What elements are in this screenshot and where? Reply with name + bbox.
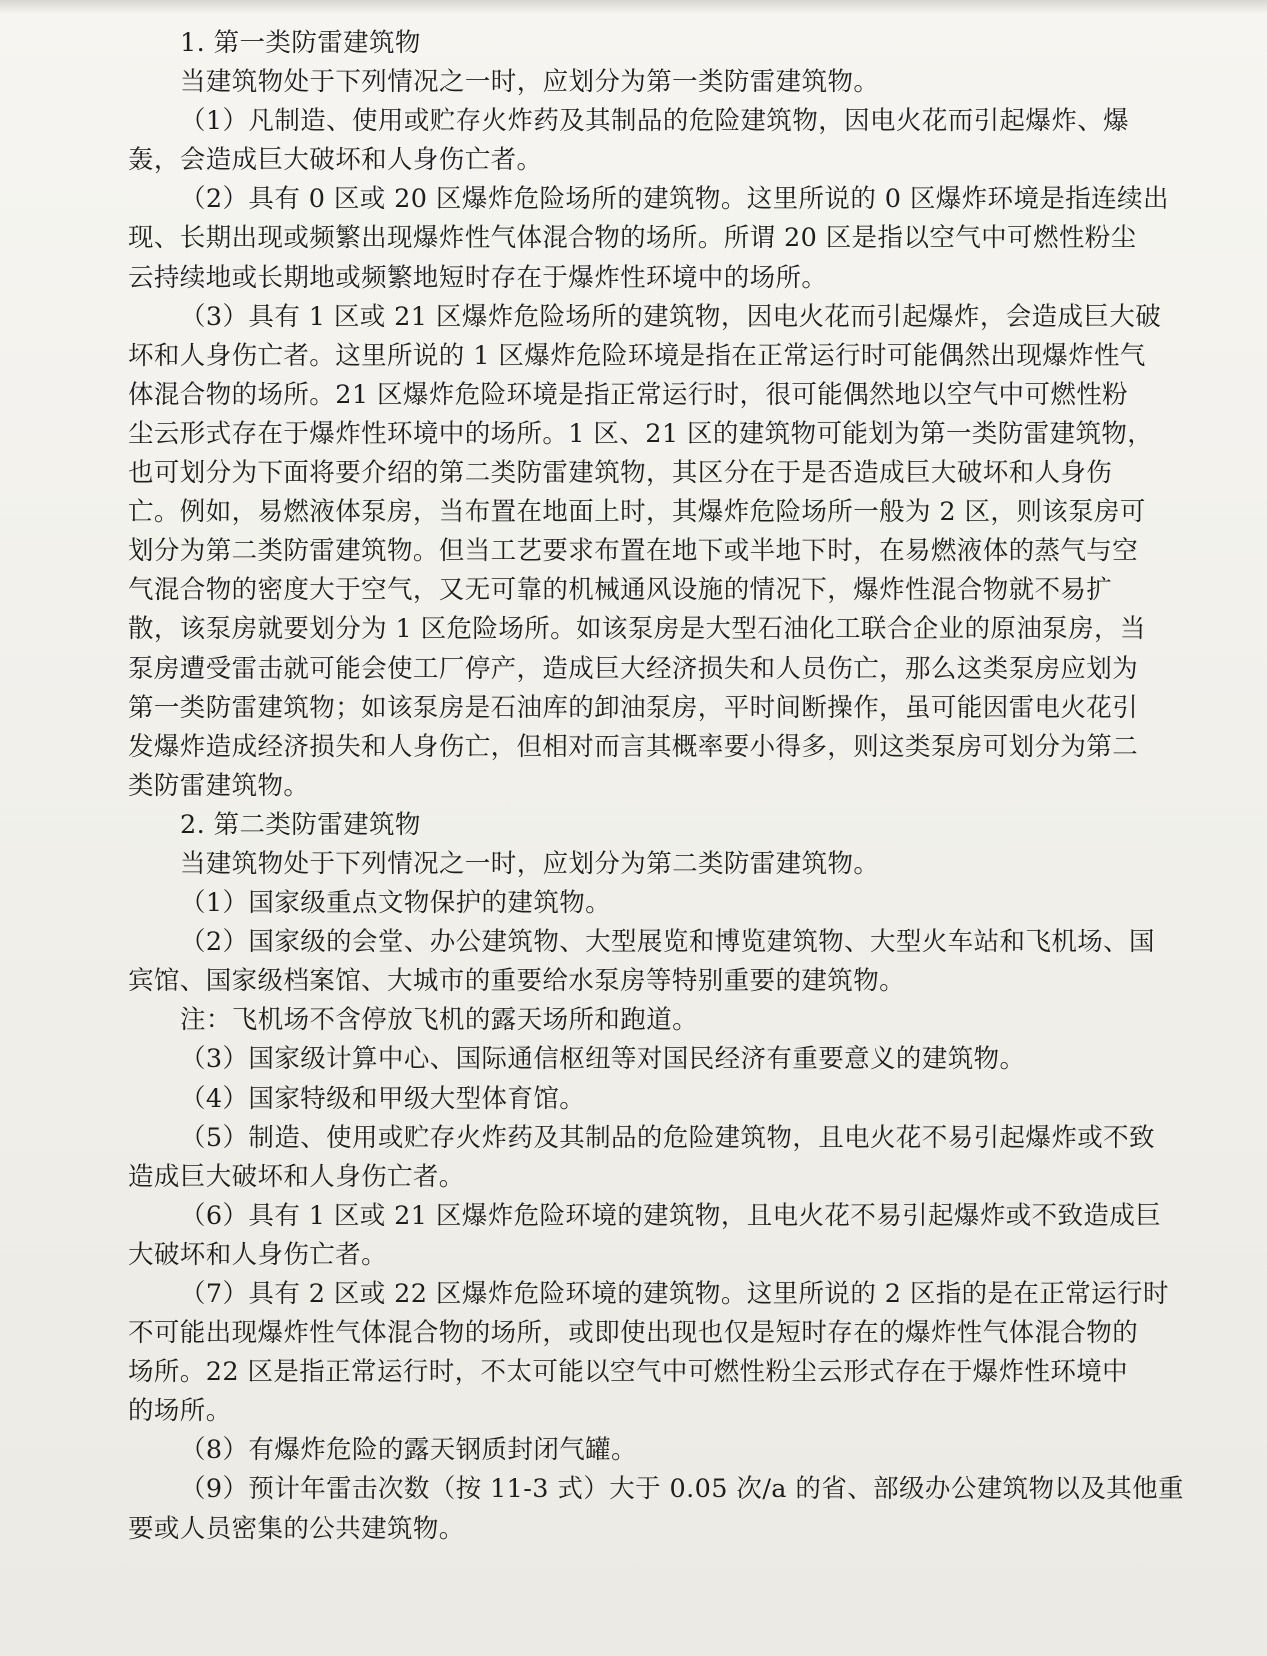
text-line: 坏和人身伤亡者。这里所说的 1 区爆炸危险环境是指在正常运行时可能偶然出现爆炸性气 [128,340,1146,371]
text-line: （4）国家特级和甲级大型体育馆。 [180,1083,586,1114]
text-line: 宾馆、国家级档案馆、大城市的重要给水泵房等特别重要的建筑物。 [128,966,906,997]
text-line: （2）具有 0 区或 20 区爆炸危险场所的建筑物。这里所说的 0 区爆炸环境是指连续出 [180,184,1169,215]
text-line: 要或人员密集的公共建筑物。 [128,1513,465,1544]
text-line: 泵房遭受雷击就可能会使工厂停产，造成巨大经济损失和人员伤亡，那么这类泵房应划为 [128,653,1139,684]
text-line: 当建筑物处于下列情况之一时，应划分为第二类防雷建筑物。 [180,848,880,879]
text-line: （5）制造、使用或贮存火炸药及其制品的危险建筑物，且电火花不易引起爆炸或不致 [180,1122,1155,1153]
text-line: 发爆炸造成经济损失和人身伤亡，但相对而言其概率要小得多，则这类泵房可划分为第二 [128,731,1139,762]
text-line: （9）预计年雷击次数（按 11-3 式）大于 0.05 次/a 的省、部级办公建筑物以及其他重 [180,1474,1184,1505]
text-line: 场所。22 区是指正常运行时，不太可能以空气中可燃性粉尘云形式存在于爆炸性环境中 [128,1357,1129,1388]
text-line: 轰，会造成巨大破坏和人身伤亡者。 [128,145,543,176]
text-line: 类防雷建筑物。 [128,770,310,801]
text-line: 现、长期出现或频繁出现爆炸性气体混合物的场所。所谓 20 区是指以空气中可燃性粉尘 [128,223,1137,254]
text-line: 亡。例如，易燃液体泵房，当布置在地面上时，其爆炸危险场所一般为 2 区，则该泵房可 [128,497,1146,528]
text-line: 也可划分为下面将要介绍的第二类防雷建筑物，其区分在于是否造成巨大破坏和人身伤 [128,458,1113,489]
text-line: 第一类防雷建筑物；如该泵房是石油库的卸油泵房，平时间断操作，虽可能因雷电火花引 [128,692,1139,723]
text-line: （8）有爆炸危险的露天钢质封闭气罐。 [180,1435,637,1466]
text-line: 大破坏和人身伤亡者。 [128,1239,388,1270]
document-body [128,24,1218,1549]
text-line: 不可能出现爆炸性气体混合物的场所，或即使出现也仅是短时存在的爆炸性气体混合物的 [128,1318,1139,1349]
text-line: 划分为第二类防雷建筑物。但当工艺要求布置在地下或半地下时，在易燃液体的蒸气与空 [128,536,1139,567]
text-line: 注：飞机场不含停放飞机的露天场所和跑道。 [180,1005,699,1036]
text-line: （1）国家级重点文物保护的建筑物。 [180,888,612,919]
text-line: 尘云形式存在于爆炸性环境中的场所。1 区、21 区的建筑物可能划为第一类防雷建筑物， [128,418,1154,449]
text-line: （7）具有 2 区或 22 区爆炸危险环境的建筑物。这里所说的 2 区指的是在正常运行时 [180,1279,1169,1309]
text-line: 体混合物的场所。21 区爆炸危险环境是指正常运行时，很可能偶然地以空气中可燃性粉 [128,379,1129,410]
text-line: （1）凡制造、使用或贮存火炸药及其制品的危险建筑物，因电火花而引起爆炸、爆 [180,106,1130,137]
text-line: 的场所。 [128,1396,232,1427]
text-line: 气混合物的密度大于空气，又无可靠的机械通风设施的情况下，爆炸性混合物就不易扩 [128,575,1113,606]
text-line: 当建筑物处于下列情况之一时，应划分为第一类防雷建筑物。 [180,67,880,98]
text-line: 云持续地或长期地或频繁地短时存在于爆炸性环境中的场所。 [128,262,828,293]
text-line: （3）具有 1 区或 21 区爆炸危险场所的建筑物，因电火花而引起爆炸，会造成巨大破 [180,301,1162,332]
text-line: 2. 第二类防雷建筑物 [180,809,421,840]
text-line: （2）国家级的会堂、办公建筑物、大型展览和博览建筑物、大型火车站和飞机场、国 [180,927,1155,958]
text-line: （3）国家级计算中心、国际通信枢纽等对国民经济有重要意义的建筑物。 [180,1044,1026,1075]
text-line: 散，该泵房就要划分为 1 区危险场所。如该泵房是大型石油化工联合企业的原油泵房，当 [128,614,1146,645]
text-line: 1. 第一类防雷建筑物 [180,28,421,58]
text-line: （6）具有 1 区或 21 区爆炸危险环境的建筑物，且电火花不易引起爆炸或不致造成巨 [180,1200,1162,1231]
text-line: 造成巨大破坏和人身伤亡者。 [128,1161,465,1192]
